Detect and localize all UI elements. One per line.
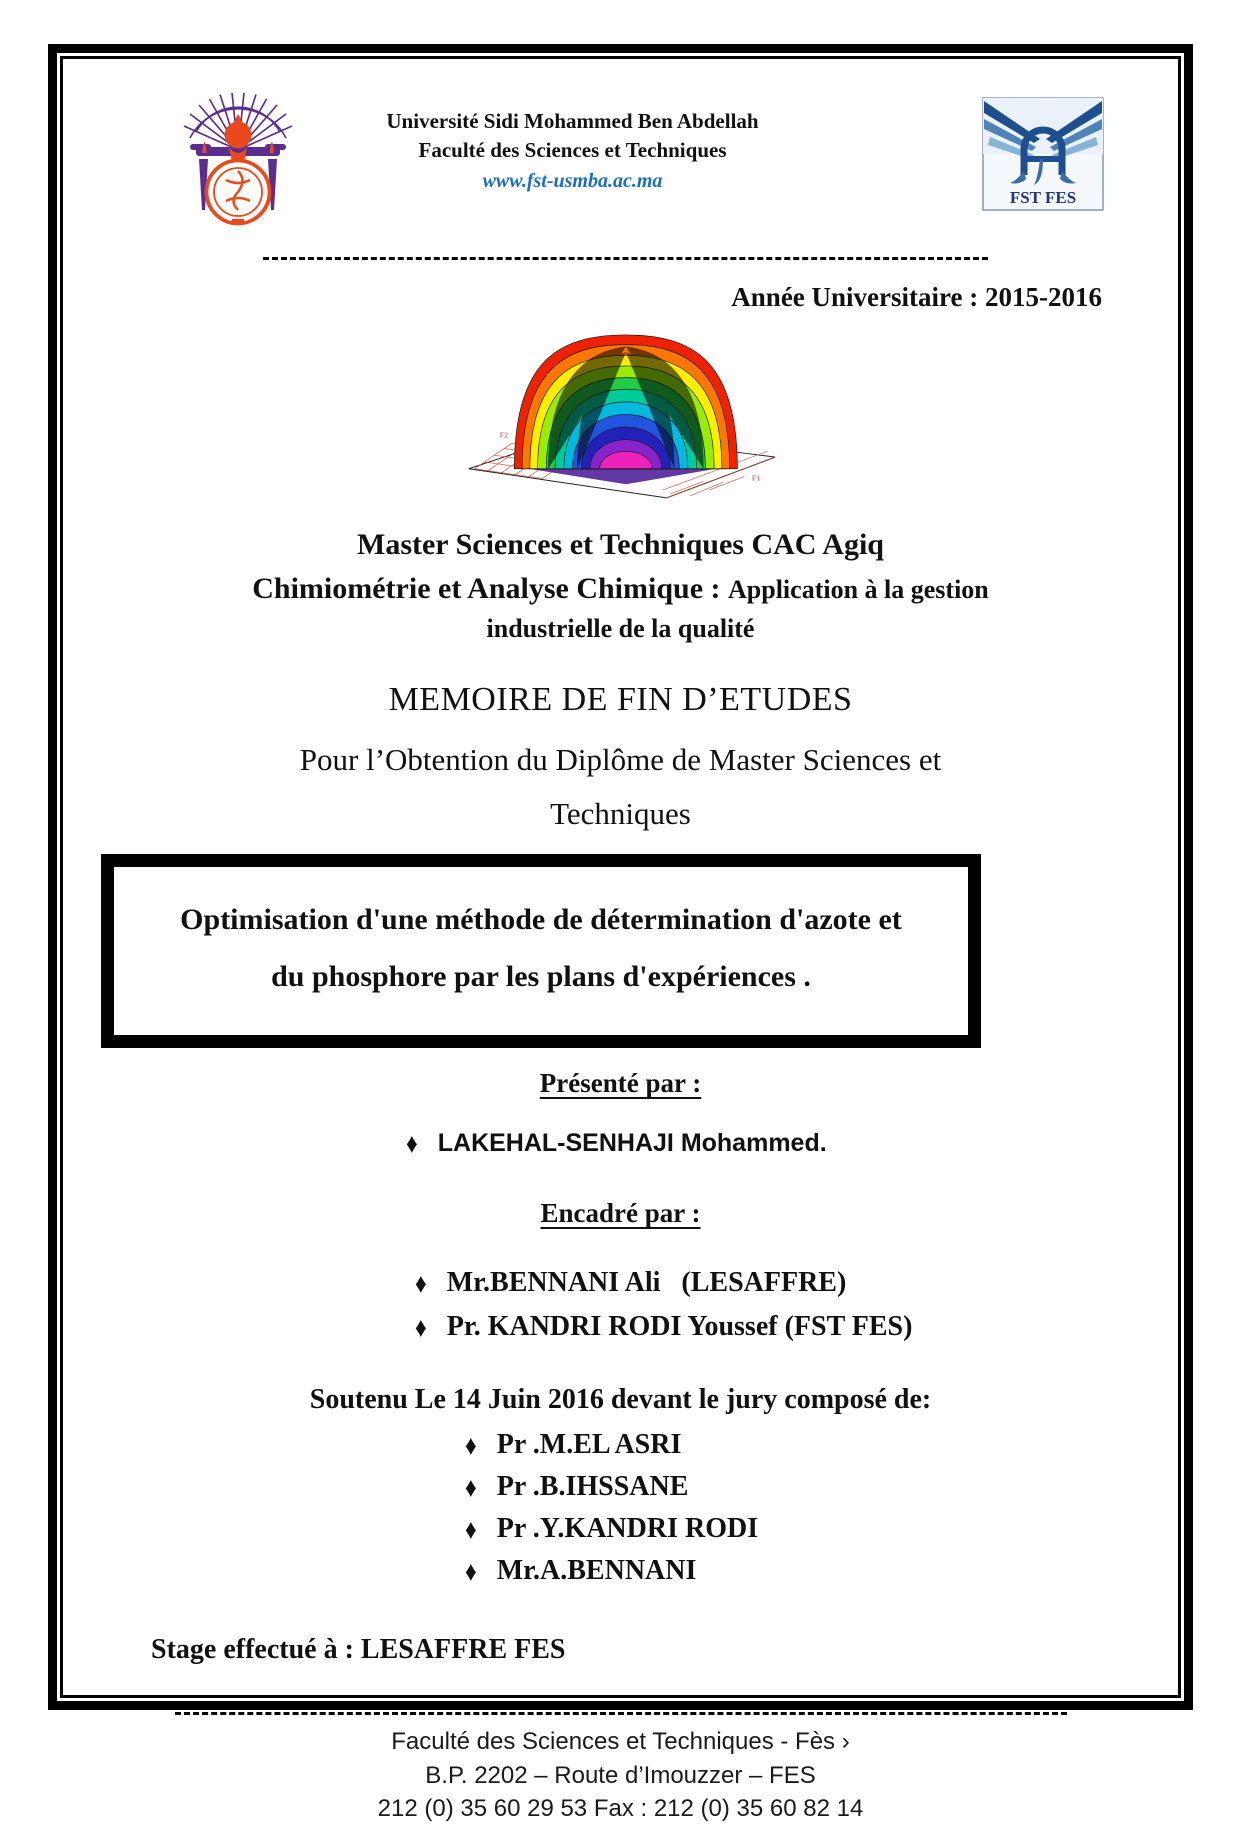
footer-address: B.P. 2202 – Route d’Imouzzer – FES [425, 1761, 816, 1789]
list-item [415, 1305, 1178, 1348]
diamond-bullet-icon: ♦ [415, 1268, 427, 1299]
university-name: Université Sidi Mohammed Ben Abdellah [386, 109, 759, 133]
website-url: www.fst-usmba.ac.ma [482, 169, 663, 192]
response-surface-plot-icon [461, 323, 781, 503]
list-item [415, 1261, 1178, 1304]
diamond-bullet-icon: ♦ [415, 1312, 427, 1343]
memoire-block [63, 674, 1178, 839]
thesis-title-box [101, 854, 981, 1048]
presented-by-name: LAKEHAL-SENHAJI Mohammed. [437, 1129, 827, 1158]
jury-member-name: Pr .M.EL ASRI [496, 1429, 682, 1461]
header-separator [263, 257, 988, 260]
supervised-by-heading [63, 1198, 1178, 1229]
diamond-bullet-icon: ♦ [465, 1430, 477, 1461]
footer-phone: 212 (0) 35 60 29 53 Fax : 212 (0) 35 60 82 14 [377, 1795, 864, 1823]
fst-fes-caption: FST FES [1009, 188, 1077, 207]
footer-faculty: Faculté des Sciences et Techniques - Fès › [391, 1728, 850, 1756]
figure-ylabel: F2 [499, 430, 508, 440]
diamond-bullet-icon: ♦ [465, 1472, 477, 1503]
program-line2 [63, 567, 1178, 611]
footer [63, 1712, 1178, 1826]
faculty-name: Faculté des Sciences et Techniques [418, 138, 727, 163]
list-item [465, 1424, 1178, 1466]
page-frame [48, 44, 1193, 1823]
memoire-title: MEMOIRE DE FIN D’ETUDES [388, 680, 853, 718]
supervised-by-heading-label: Encadré par : [540, 1198, 701, 1229]
jury-member-name: Pr .B.IHSSANE [496, 1471, 689, 1503]
diamond-bullet-icon: ♦ [406, 1127, 418, 1159]
supervisor-name: Pr. KANDRI RODI Youssef (FST FES) [446, 1310, 913, 1342]
academic-year: Année Universitaire : 2015-2016 [731, 282, 1102, 312]
program-line2-main: Chimiométrie et Analyse Chimique : [252, 571, 729, 605]
thesis-title-line1: Optimisation d'une méthode de détermination d'azote et [180, 903, 902, 937]
memoire-subtitle-line1: Pour l’Obtention du Diplôme de Master Sciences et [299, 742, 942, 778]
fst-fes-logo [982, 97, 1104, 211]
university-crest-logo [163, 93, 313, 243]
presented-by-list [406, 1129, 1178, 1158]
diamond-bullet-icon: ♦ [465, 1556, 477, 1587]
list-item [465, 1466, 1178, 1508]
list-item [465, 1508, 1178, 1550]
footer-lines [63, 1725, 1178, 1826]
thesis-title-line2: du phosphore par les plans d'expériences . [271, 960, 811, 994]
program-line2-sub: Application à la gestion [728, 574, 989, 604]
figure-xlabel: F1 [751, 473, 760, 483]
fst-fes-icon [982, 97, 1104, 211]
supervisors-list [415, 1261, 1178, 1348]
header-text [313, 93, 982, 196]
jury-heading: Soutenu Le 14 Juin 2016 devant le jury composé de: [309, 1384, 932, 1416]
university-crest-icon [163, 93, 313, 243]
response-surface-figure [63, 323, 1178, 503]
jury-list [465, 1424, 1178, 1592]
jury-member-name: Pr .Y.KANDRI RODI [496, 1513, 759, 1545]
footer-separator [175, 1712, 1067, 1715]
presented-by-heading [63, 1068, 1178, 1099]
list-item [465, 1550, 1178, 1592]
presented-by-heading-label: Présenté par : [539, 1068, 702, 1099]
program-title-block [63, 523, 1178, 648]
header [63, 93, 1178, 243]
internship-location: Stage effectué à : LESAFFRE FES [151, 1634, 566, 1666]
cover-page [63, 93, 1178, 1823]
page-frame-inner [60, 56, 1181, 1823]
diamond-bullet-icon: ♦ [465, 1514, 477, 1545]
jury-member-name: Mr.A.BENNANI [496, 1555, 697, 1587]
program-line1: Master Sciences et Techniques CAC Agiq [357, 528, 884, 561]
list-item [406, 1129, 1178, 1158]
program-line3: industrielle de la qualité [486, 614, 755, 643]
supervisor-name: Mr.BENNANI Ali (LESAFFRE) [446, 1267, 847, 1299]
memoire-subtitle-line2: Techniques [550, 796, 691, 832]
